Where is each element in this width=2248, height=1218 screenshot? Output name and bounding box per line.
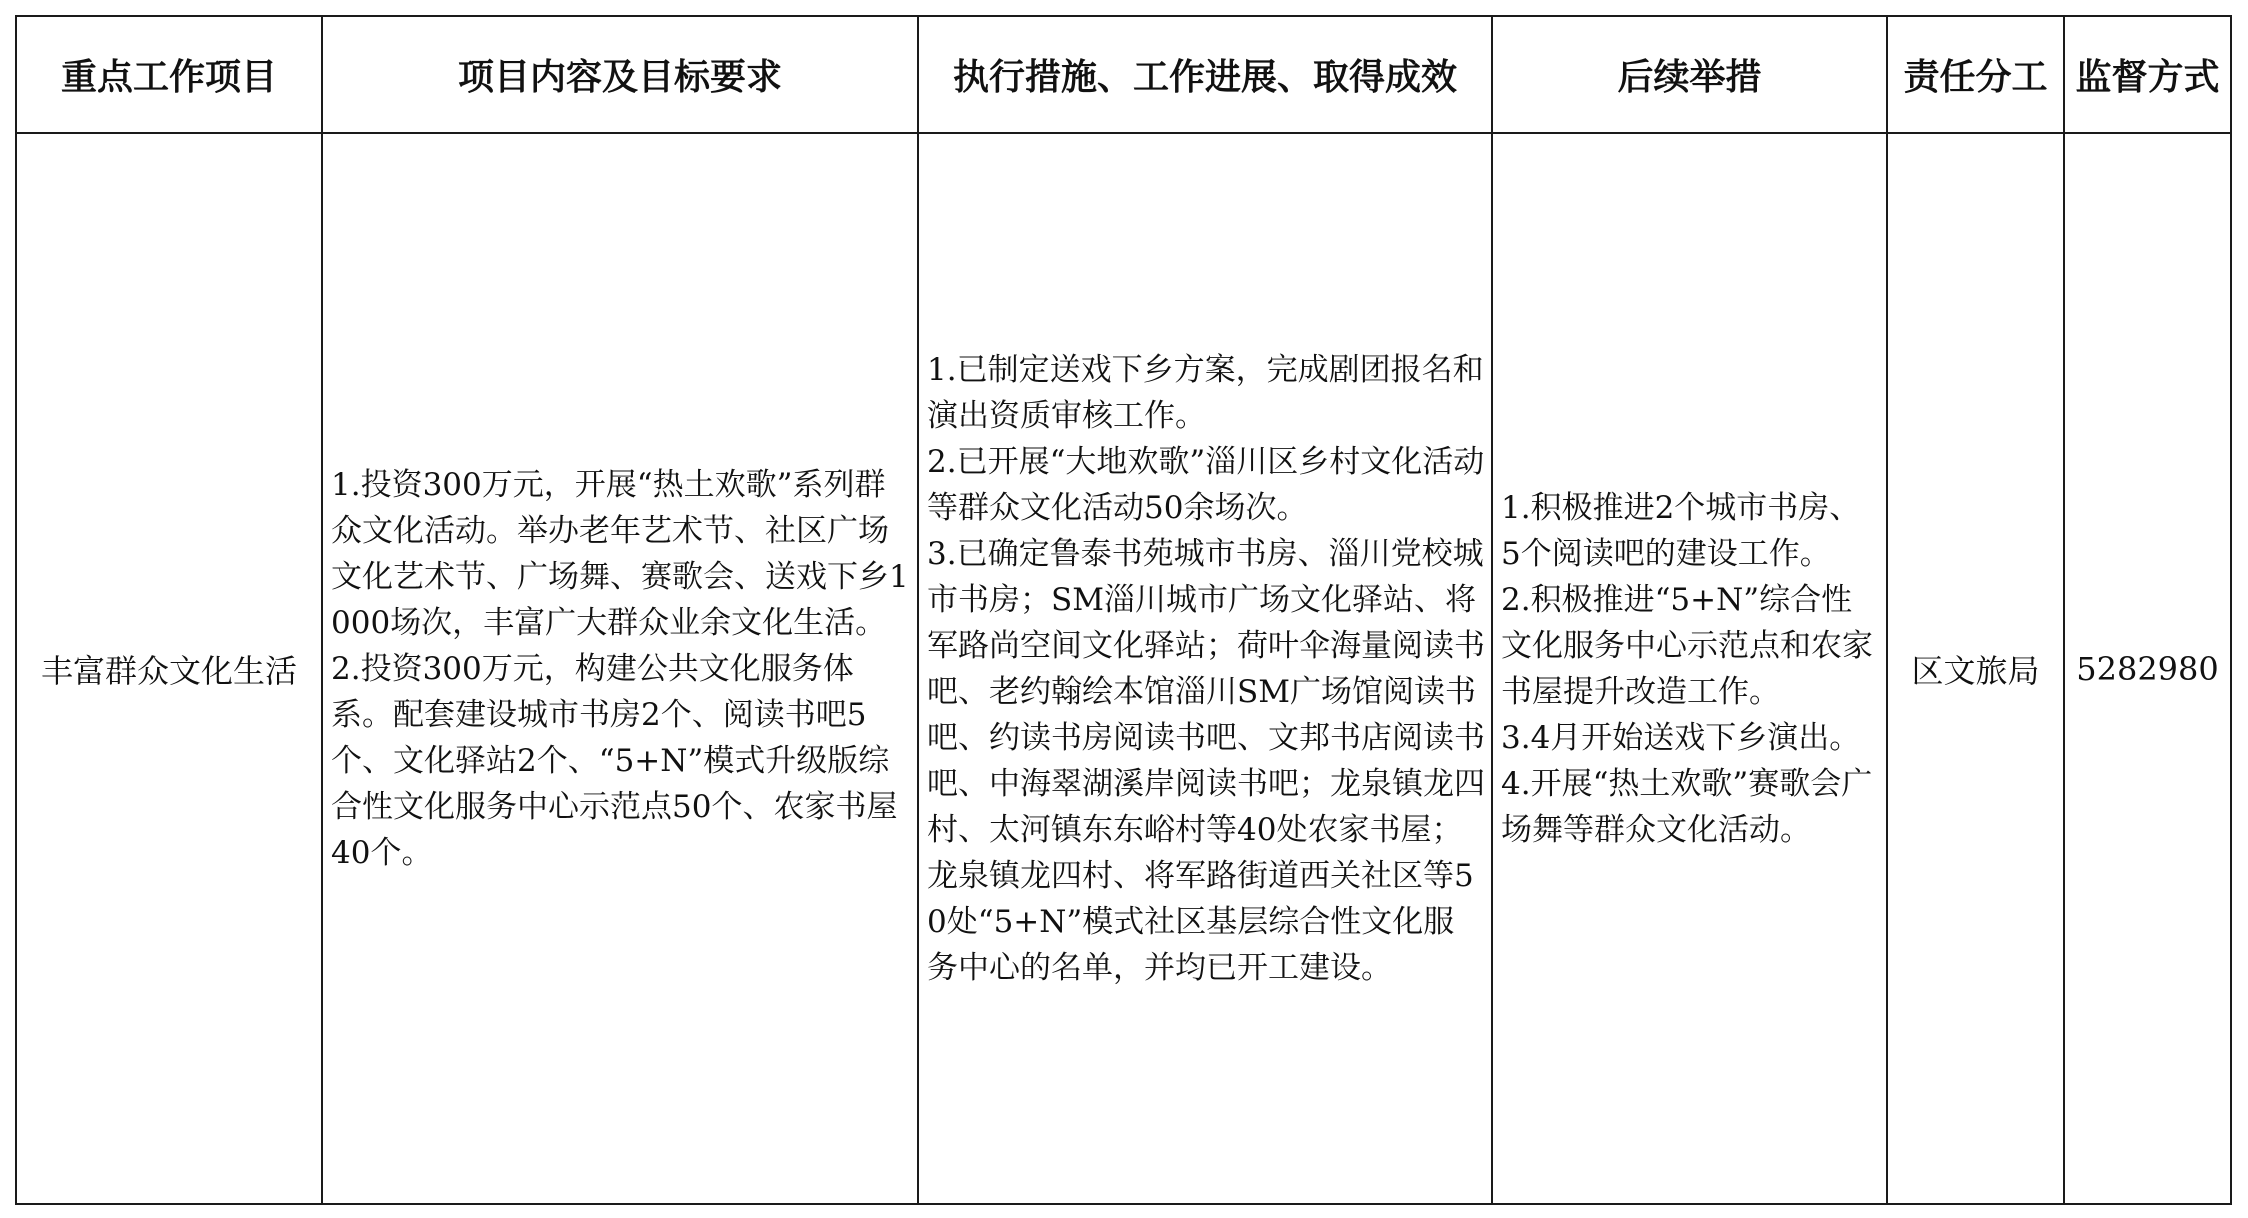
header-supervision: 监督方式 bbox=[2064, 16, 2231, 133]
cell-progress bbox=[918, 133, 1492, 1204]
content-item-2: 2.投资300万元，构建公共文化服务体系。配套建设城市书房2个、阅读书吧5个、文化驿站2个、“5+N”模式升级版综合性文化服务中心示范点50个、农家书屋40个。 bbox=[331, 650, 898, 871]
header-row bbox=[16, 16, 2231, 133]
work-plan-table bbox=[15, 15, 2232, 1205]
header-responsibility: 责任分工 bbox=[1887, 16, 2064, 133]
progress-item-1: 1.已制定送戏下乡方案，完成剧团报名和演出资质审核工作。 bbox=[927, 351, 1484, 434]
cell-follow-up bbox=[1492, 133, 1887, 1204]
followup-item-1: 1.积极推进2个城市书房、5个阅读吧的建设工作。 bbox=[1501, 489, 1861, 572]
cell-supervision: 5282980 bbox=[2064, 133, 2231, 1204]
header-content-goals: 项目内容及目标要求 bbox=[322, 16, 918, 133]
content-item-1: 1.投资300万元，开展“热土欢歌”系列群众文化活动。举办老年艺术节、社区广场文化艺术节、广场舞、赛歌会、送戏下乡1000场次，丰富广大群众业余文化生活。 bbox=[331, 466, 909, 641]
header-measures-progress: 执行措施、工作进展、取得成效 bbox=[918, 16, 1492, 133]
table-row bbox=[16, 133, 2231, 1204]
followup-item-3: 3.4月开始送戏下乡演出。 bbox=[1501, 719, 1861, 756]
progress-item-2: 2.已开展“大地欢歌”淄川区乡村文化活动等群众文化活动50余场次。 bbox=[927, 443, 1485, 526]
header-key-project: 重点工作项目 bbox=[16, 16, 322, 133]
progress-item-3: 3.已确定鲁泰书苑城市书房、淄川党校城市书房；SM淄川城市广场文化驿站、将军路尚空间文化驿站；荷叶伞海量阅读书吧、老约翰绘本馆淄川SM广场馆阅读书吧、约读书房阅读书吧、文邦书店阅读书吧、中海翠湖溪岸阅读书吧；龙泉镇龙四村、太河镇东东峪村等40处农家书屋；龙泉镇龙四村、将军路街道西关社区等50处“5+N”模式社区基层综合性文化服务中心的名单，并均已开工建设。 bbox=[927, 535, 1485, 986]
followup-item-4: 4.开展“热土欢歌”赛歌会广场舞等群众文化活动。 bbox=[1501, 765, 1873, 848]
followup-item-2: 2.积极推进“5+N”综合性文化服务中心示范点和农家书屋提升改造工作。 bbox=[1501, 581, 1873, 710]
header-follow-up: 后续举措 bbox=[1492, 16, 1887, 133]
cell-responsibility: 区文旅局 bbox=[1887, 133, 2064, 1204]
cell-project: 丰富群众文化生活 bbox=[16, 133, 322, 1204]
cell-content bbox=[322, 133, 918, 1204]
